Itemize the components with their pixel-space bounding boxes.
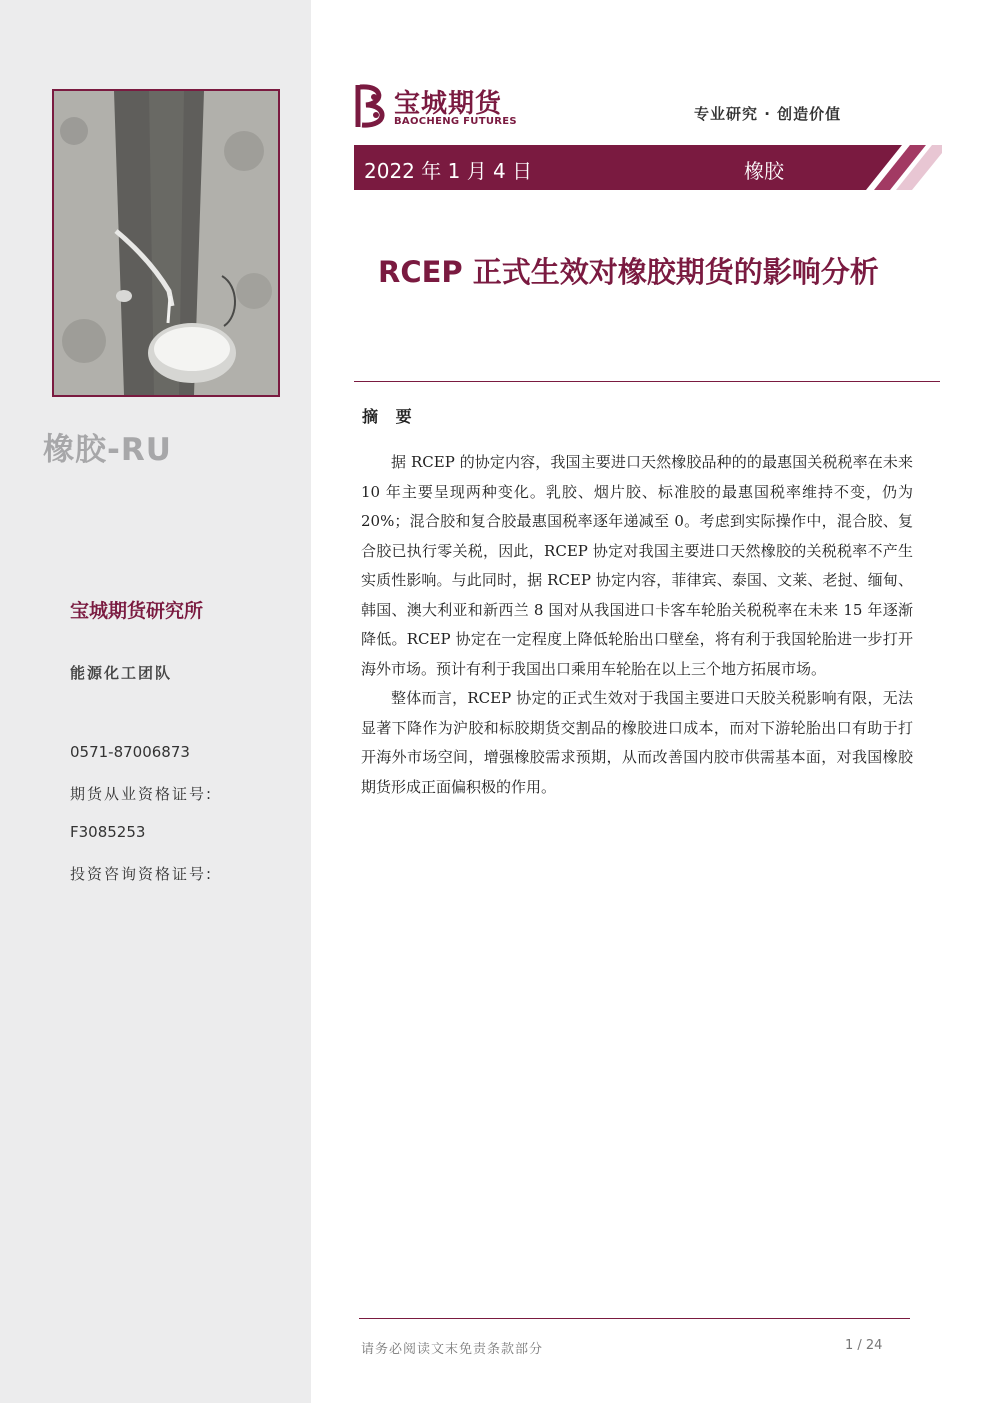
company-slogan: 专业研究 · 创造价值 [694,105,842,123]
logo-chinese-name: 宝城期货 [394,89,503,119]
abstract-paragraph-2: 整体而言，RCEP 协定的正式生效对于我国主要进口天胶关税影响有限，无法显著下降作为沪胶和标胶期货交割品的橡胶进口成本，而对下游轮胎出口有助于打开海外市场空间，增强橡胶需求预期，从而改善国内胶市供需基本面，对我国橡胶期货形成正面偏积极的作用。 [361,689,913,796]
report-product: 橡胶 [744,159,784,183]
contact-phone: 0571-87006873 [70,743,190,761]
page-number: 1 / 24 [845,1338,883,1353]
product-code: 橡胶-RU [43,432,172,468]
futures-license-label: 期货从业资格证号: [70,785,214,803]
rubber-tree-image [54,91,278,395]
report-date: 2022 年 1 月 4 日 [364,159,533,183]
footer-disclaimer: 请务必阅读文末免责条款部分 [361,1342,544,1357]
title-divider [354,381,940,382]
date-banner [354,145,942,190]
logo-english-name: BAOCHENG FUTURES [394,116,517,127]
logo-mark-icon [354,83,390,129]
abstract-heading: 摘 要 [362,407,418,426]
rubber-tapping-photo [52,89,280,397]
footer-divider [359,1318,910,1319]
team-name: 能源化工团队 [70,664,173,682]
abstract-paragraph-1: 据 RCEP 的协定内容，我国主要进口天然橡胶品种的的最惠国关税税率在未来 10 年主要呈现两种变化。乳胶、烟片胶、标准胶的最惠国税率维持不变，仍为 20%；混合胶和复合胶最惠国税率逐年递减至 0。考虑到实际操作中，混合胶、复合胶已执行零关税，因此，RCEP 协定对我国主要进口天然橡胶的关税税率不产生实质性影响。与此同时，据 RCEP 协定内容，菲律宾、泰国、文莱、老挝、缅甸、韩国、澳大利亚和新西兰 8 国对从我国进口卡客车轮胎关税税率在未来 15 年逐渐降低。RCEP 协定在一定程度上降低轮胎出口壁垒，将有利于我国轮胎进一步打开海外市场。预计有利于我国出口乘用车轮胎在以上三个地方拓展市场。 [361,453,913,678]
sidebar [0,0,311,1403]
company-logo [354,83,524,133]
futures-license-number: F3085253 [70,823,146,841]
report-title: RCEP 正式生效对橡胶期货的影响分析 [378,255,879,289]
institute-name: 宝城期货研究所 [70,600,204,622]
consulting-license-label: 投资咨询资格证号: [70,865,214,883]
abstract-body [361,448,913,802]
